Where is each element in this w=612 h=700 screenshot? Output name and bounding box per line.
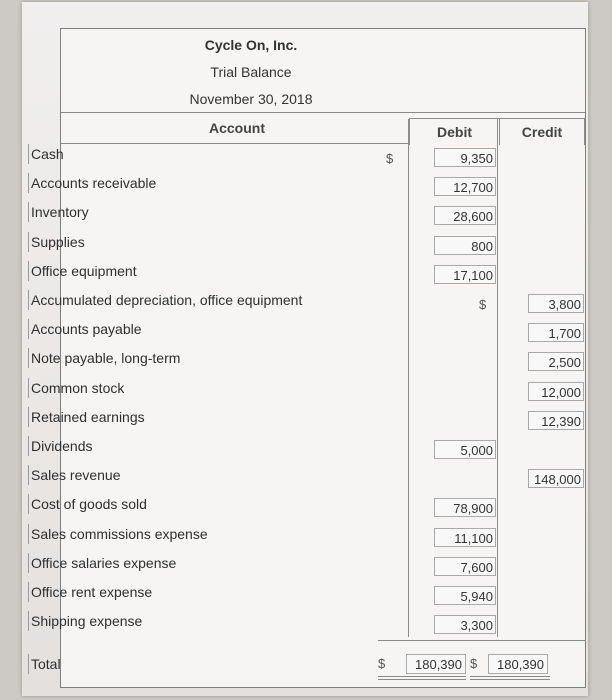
debit-amount: 9,350 [434, 148, 496, 167]
account-column-header: Account [209, 120, 265, 136]
credit-amount: 2,500 [528, 352, 584, 371]
account-name: Sales commissions expense [28, 524, 208, 544]
document-title: Trial Balance [210, 64, 292, 80]
company-name: Cycle On, Inc. [204, 37, 298, 53]
total-debit-amount: 180,390 [406, 654, 466, 674]
account-name: Office rent expense [28, 582, 152, 602]
account-header-underline [61, 143, 409, 144]
debit-amount: 7,600 [434, 557, 496, 576]
total-credit-dollar-sign: $ [470, 656, 478, 671]
account-name: Shipping expense [28, 611, 142, 631]
debit-amount: 28,600 [434, 206, 496, 225]
total-credit-amount: 180,390 [488, 654, 548, 674]
account-name: Common stock [28, 378, 124, 398]
account-name: Accumulated depreciation, office equipment [28, 290, 302, 310]
account-name: Office salaries expense [28, 553, 176, 573]
debit-amount: 3,300 [434, 615, 496, 634]
total-debit-double-rule [378, 676, 466, 680]
debit-amount: 800 [434, 236, 496, 255]
credit-amount: 3,800 [528, 294, 584, 313]
total-debit-dollar-sign: $ [378, 656, 386, 671]
total-credit-double-rule [470, 676, 550, 680]
account-name: Sales revenue [28, 465, 121, 485]
credit-column-header: Credit [499, 118, 585, 145]
debit-amount: 17,100 [434, 265, 496, 284]
statement-date: November 30, 2018 [189, 91, 313, 107]
account-column-divider [408, 119, 409, 637]
account-name: Cash [28, 144, 64, 164]
account-name: Retained earnings [28, 407, 145, 427]
debit-amount: 11,100 [434, 528, 496, 547]
credit-dollar-sign: $ [479, 297, 487, 312]
account-name: Accounts payable [28, 319, 142, 339]
header-divider [61, 112, 585, 113]
credit-amount: 12,000 [528, 382, 584, 401]
debit-amount: 5,000 [434, 440, 496, 459]
debit-amount: 5,940 [434, 586, 496, 605]
account-name: Accounts receivable [28, 173, 156, 193]
total-rule [378, 640, 586, 641]
total-label: Total [28, 654, 61, 674]
debit-amount: 12,700 [434, 177, 496, 196]
debit-column-header: Debit [409, 118, 500, 145]
account-name: Office equipment [28, 261, 137, 281]
paper-background [22, 2, 588, 696]
account-name: Inventory [28, 202, 89, 222]
credit-amount: 12,390 [528, 411, 584, 430]
debit-column-divider [497, 119, 498, 637]
credit-amount: 148,000 [528, 469, 584, 488]
account-name: Dividends [28, 436, 92, 456]
credit-amount: 1,700 [528, 323, 584, 342]
account-name: Note payable, long-term [28, 348, 180, 368]
account-name: Cost of goods sold [28, 494, 147, 514]
debit-dollar-sign: $ [386, 151, 394, 166]
debit-amount: 78,900 [434, 498, 496, 517]
account-name: Supplies [28, 232, 85, 252]
